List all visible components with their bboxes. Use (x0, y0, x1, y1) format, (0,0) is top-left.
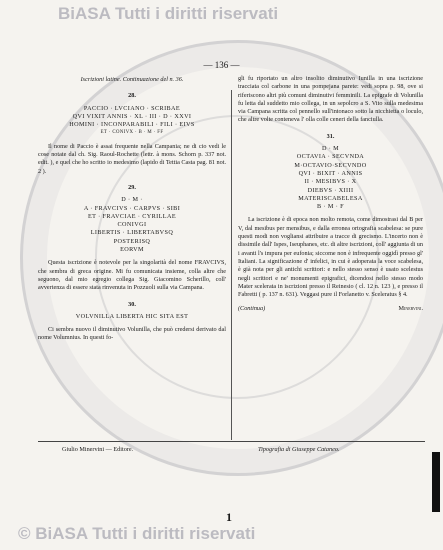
inscription-31-line-4: QVI · BIXIT · ANNIS (298, 169, 363, 177)
inscription-31-line-3: M·OCTAVIO·SECVNDO (294, 161, 367, 169)
continua-label: (Continua) (238, 305, 266, 313)
page-number: — 136 — (203, 60, 240, 70)
footer-printer: Tipografia di Giuseppe Cataneo. (258, 446, 340, 453)
footer-editor: Giulio Minervini — Editore. (62, 446, 134, 453)
section-heading: Iscrizioni latine. Continuazione del n. 36. (80, 76, 184, 83)
left-column (38, 76, 226, 348)
inscription-number-31: 31. (326, 132, 335, 140)
paragraph-29: Questa iscrizione è notevole per la singolarità del nome FRAVCIVS, che sembra di greca origine. Mi fu comunicata insieme, colla altre che seguono, dal mio egregio collega Sig. Giacomino Scherillo, coll' avvertenza di essere stata rinvenuta in Pozzuoli sulla via Campana. (38, 259, 226, 292)
paragraph-continued: gli fu riportato un altro insolito diminutivo Iunilla in una iscrizione tracciata col carbone in una pompejana parete: vedi sopra p. 98, ove si riferiscono altri più comuni diminutivi femminili. La epigrafe di Volunilla fu letta dal suddetto mio collega, in un sepolcro a S. Vito sulla medesima via Campana scritta col pennello sull'intonaco sotto la nicchietta o loculo, che altre volte conteneva l' olla colle ceneri della fanciulla. (238, 75, 423, 124)
inscription-28-line-1: PACCIO · LVCIANO · SCRIBAE (83, 104, 181, 112)
bottom-page-mark: 1 (226, 510, 232, 524)
inscription-28-line-4: ET · CONIVX · B · M · FF (100, 130, 164, 136)
inscription-number-30: 30. (128, 300, 136, 308)
inscription-29-line-4: CONIVGI (117, 221, 147, 229)
continuation-row (238, 305, 423, 313)
inscription-29-line-7: EORVM (120, 246, 144, 254)
inscription-31-line-6: DIEBVS · XIIII (307, 186, 354, 194)
page-edge-shadow (432, 452, 440, 512)
inscription-29-line-1: D · M · (121, 196, 143, 204)
paragraph-28: Il nome di Paccio è assai frequente nella Campania; ne di cio vedi le cose notate dal ch. Sig. Raoul-Rochette (lettr. à mons. Schorn p. 337 not. edit. ), e quel che ho scritto io medesimo (lapido di Tettia Casta pag. 81 not. 2 ). (38, 142, 226, 175)
paragraph-30: Ci sembra nuovo il diminutivo Volunilla, che può credersi derivato dal nome Volumnius. In questi fo- (38, 326, 226, 342)
inscription-31-line-7: MATERISCABELESA (298, 194, 363, 202)
inscription-29-line-5: LIBERTIS · LIBERTABVSQ (90, 229, 174, 237)
inscription-number-28: 28. (128, 92, 136, 100)
author-signature: Minervini. (398, 305, 423, 313)
watermark-bottom: © BiASA Tutti i diritti riservati (18, 524, 256, 543)
inscription-28-line-3: HOMINI · INCONPARABILI · FILI · EIVS (69, 121, 195, 129)
watermark-top: BiASA Tutti i diritti riservati (58, 4, 279, 23)
inscription-31-line-5: II · MESIBVS · X (304, 178, 357, 186)
inscription-29-line-2: A · FRAVCIVS · CARPVS · SIBI (83, 204, 181, 212)
inscription-29-line-6: POSTERISQ (113, 237, 151, 245)
inscription-number-29: 29. (128, 183, 136, 191)
footer-rule (38, 441, 425, 442)
right-column (238, 70, 423, 314)
inscription-31-line-1: D · M (321, 145, 340, 153)
paragraph-31: La iscrizione è di epoca non molto remota, come dimostrasi dal B per V, dal mesibus per mensibus, e dalla erronea ortografia scabelesa: se pure questi modi non vogliansi attribuire a tracce di grecismo. L'incerto non è dissimile dall' Ispes, Iseuphanes, etc. di altre iscrizioni, coll' aggiunta di un i avanti l's impura per eufonia; siccome non è infrequente oggidì presso gl' Italiani. La significazione d' infelici, in cui è adoperata la voce scabelesa, è già nota per gli antichi scrittori: e nello stesso senso è usato scelestus negli scrittori e ne' monumenti epigrafici, dicendosi nello stesso modo Mater scelerata in iscrizioni presso il Reinesio ( cl. 12 n. 123 ), e presso il Fabretti ( p. 137 n. 631). Veggasi pure il Forlanetto v. Sceleratus § 4. (238, 216, 423, 299)
column-divider (231, 90, 232, 440)
inscription-28-line-2: QVI VIXIT ANNIS · XL · III · D · XXVI (72, 112, 192, 120)
inscription-29-line-3: ET · FRAVCIAE · CYRILLAE (87, 212, 177, 220)
inscription-31-line-2: OCTAVIA · SECVNDA (296, 153, 365, 161)
inscription-31-line-8: B · M · F (317, 203, 344, 211)
inscription-30-line-1: VOLVNILLA LIBERTA HIC SITA EST (75, 312, 189, 320)
